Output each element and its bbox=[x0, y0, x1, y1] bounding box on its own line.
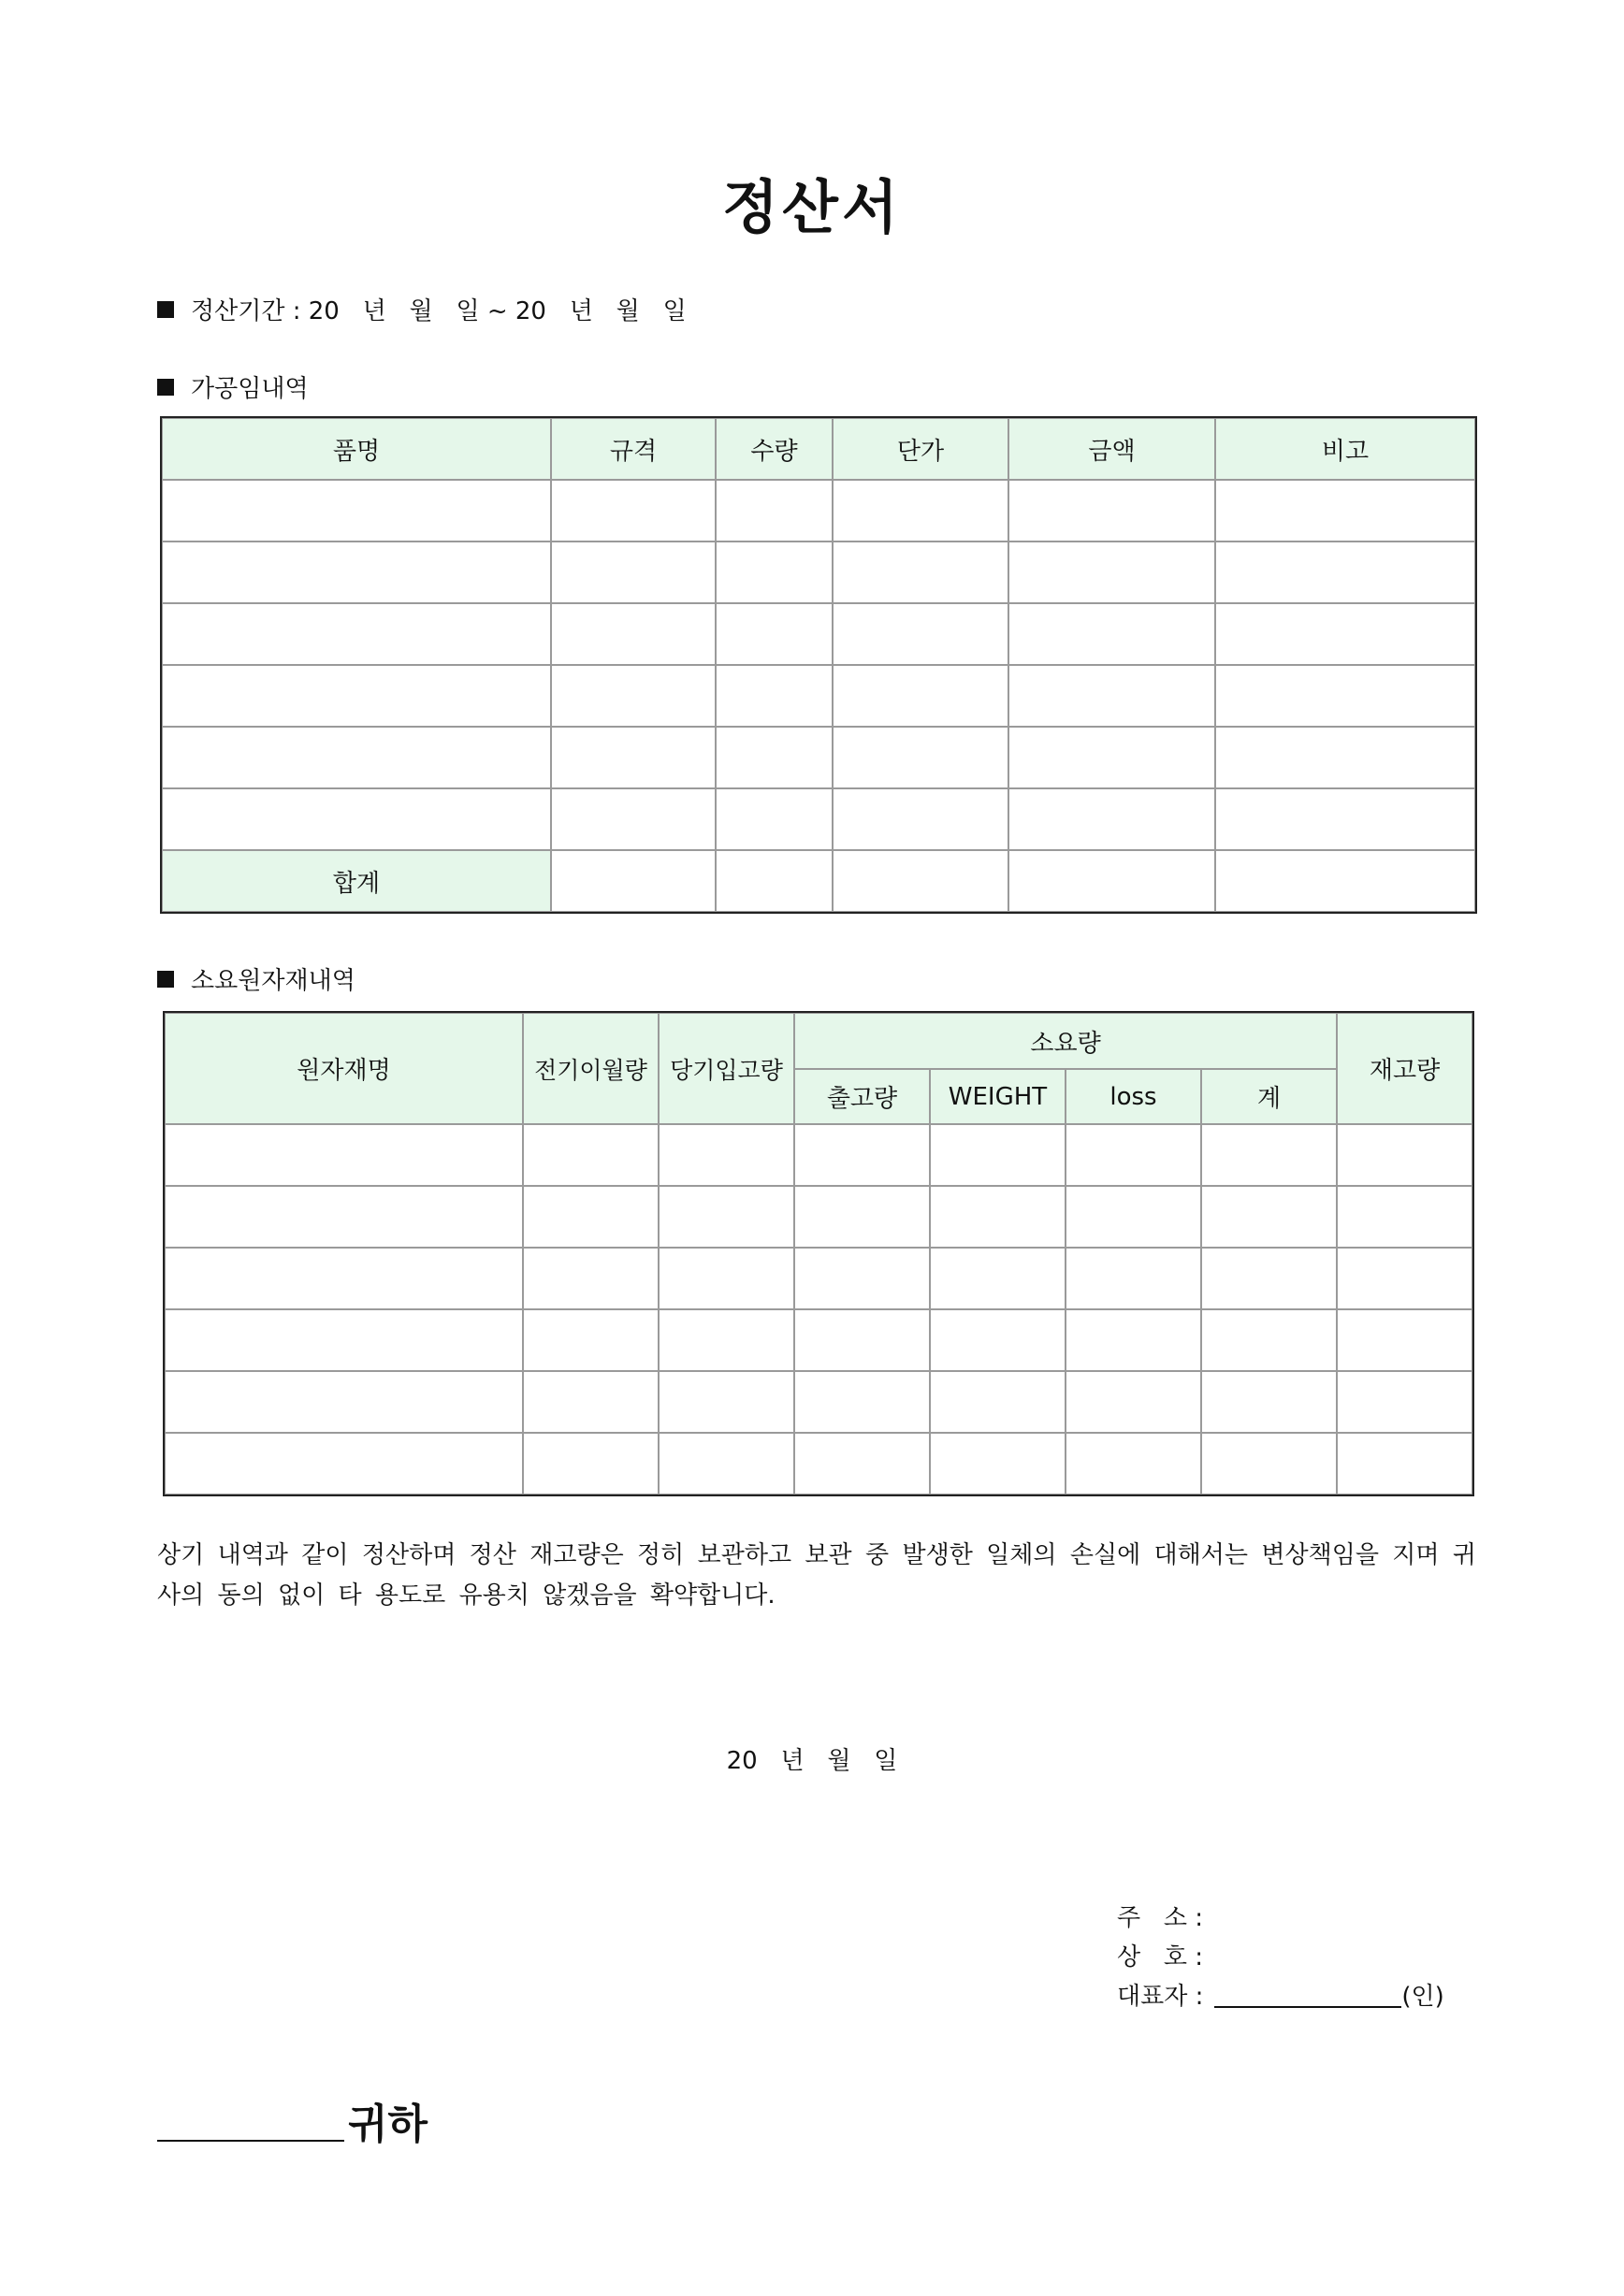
materials-cell[interactable] bbox=[930, 1248, 1066, 1309]
processing-cell[interactable] bbox=[1215, 788, 1475, 850]
materials-row bbox=[165, 1124, 1472, 1186]
materials-cell[interactable] bbox=[165, 1309, 523, 1371]
processing-header-row bbox=[162, 418, 1475, 480]
total-cell[interactable] bbox=[1215, 850, 1475, 912]
processing-cell[interactable] bbox=[833, 788, 1008, 850]
processing-cell[interactable] bbox=[1215, 727, 1475, 788]
addressee-name-field[interactable] bbox=[157, 2102, 344, 2142]
materials-cell[interactable] bbox=[1201, 1371, 1337, 1433]
processing-row bbox=[162, 727, 1475, 788]
processing-row bbox=[162, 542, 1475, 603]
materials-cell[interactable] bbox=[1201, 1309, 1337, 1371]
materials-cell[interactable] bbox=[1337, 1433, 1472, 1495]
materials-cell[interactable] bbox=[165, 1186, 523, 1248]
materials-cell[interactable] bbox=[930, 1433, 1066, 1495]
processing-cell[interactable] bbox=[162, 480, 551, 542]
materials-row bbox=[165, 1433, 1472, 1495]
materials-cell[interactable] bbox=[659, 1124, 794, 1186]
materials-cell[interactable] bbox=[794, 1124, 930, 1186]
processing-cell[interactable] bbox=[551, 665, 716, 727]
document-date: 20 년 월 일 bbox=[726, 1747, 898, 1775]
materials-cell[interactable] bbox=[523, 1124, 659, 1186]
materials-heading-text: 소요원자재내역 bbox=[191, 967, 355, 995]
processing-cell[interactable] bbox=[551, 480, 716, 542]
processing-cell[interactable] bbox=[551, 727, 716, 788]
col-header-carry-over: 전기이월량 bbox=[523, 1013, 659, 1124]
address-label: 주 소 : bbox=[1117, 1904, 1204, 1932]
materials-cell[interactable] bbox=[930, 1371, 1066, 1433]
processing-cell[interactable] bbox=[1008, 788, 1215, 850]
processing-cell[interactable] bbox=[833, 480, 1008, 542]
addressee bbox=[157, 2090, 428, 2150]
processing-cell[interactable] bbox=[162, 788, 551, 850]
col-header-unit-price: 단가 bbox=[833, 418, 1008, 480]
confirmation-statement: 상기 내역과 같이 정산하며 정산 재고량은 정히 보관하고 보관 중 발생한 일체의 손실에 대해서는 변상책임을 지며 귀사의 동의 없이 타 용도로 유용치 않겠음을 확약합니다. bbox=[157, 1541, 1476, 1610]
total-cell[interactable] bbox=[833, 850, 1008, 912]
materials-cell[interactable] bbox=[1337, 1124, 1472, 1186]
processing-cell[interactable] bbox=[162, 727, 551, 788]
materials-table bbox=[164, 1012, 1473, 1495]
company-line bbox=[1117, 1938, 1203, 1972]
processing-cell[interactable] bbox=[716, 788, 833, 850]
col-header-outgoing: 출고량 bbox=[794, 1069, 930, 1124]
materials-cell[interactable] bbox=[659, 1433, 794, 1495]
processing-cell[interactable] bbox=[1008, 542, 1215, 603]
processing-cell[interactable] bbox=[833, 727, 1008, 788]
processing-cell[interactable] bbox=[162, 665, 551, 727]
processing-row bbox=[162, 480, 1475, 542]
processing-cell[interactable] bbox=[716, 665, 833, 727]
processing-row bbox=[162, 788, 1475, 850]
materials-cell[interactable] bbox=[523, 1309, 659, 1371]
period-label: 정산기간 bbox=[191, 297, 285, 325]
processing-heading-text: 가공임내역 bbox=[191, 375, 309, 403]
materials-cell[interactable] bbox=[659, 1186, 794, 1248]
total-cell[interactable] bbox=[716, 850, 833, 912]
processing-cell[interactable] bbox=[1008, 603, 1215, 665]
materials-section-heading bbox=[157, 961, 355, 996]
processing-cell[interactable] bbox=[1008, 480, 1215, 542]
processing-cell[interactable] bbox=[162, 542, 551, 603]
total-cell[interactable] bbox=[551, 850, 716, 912]
materials-cell[interactable] bbox=[1066, 1309, 1201, 1371]
processing-cell[interactable] bbox=[1215, 480, 1475, 542]
materials-cell[interactable] bbox=[1201, 1124, 1337, 1186]
materials-row bbox=[165, 1309, 1472, 1371]
col-header-quantity: 수량 bbox=[716, 418, 833, 480]
materials-cell[interactable] bbox=[1066, 1186, 1201, 1248]
materials-cell[interactable] bbox=[1337, 1248, 1472, 1309]
document-title: 정산서 bbox=[722, 173, 902, 241]
col-header-material-name: 원자재명 bbox=[165, 1013, 523, 1124]
bullet-square-icon bbox=[157, 971, 174, 988]
col-header-amount: 금액 bbox=[1008, 418, 1215, 480]
col-header-item-name: 품명 bbox=[162, 418, 551, 480]
col-header-subtotal: 계 bbox=[1201, 1069, 1337, 1124]
materials-cell[interactable] bbox=[794, 1433, 930, 1495]
col-header-spec: 규격 bbox=[551, 418, 716, 480]
materials-cell[interactable] bbox=[523, 1186, 659, 1248]
materials-cell[interactable] bbox=[659, 1309, 794, 1371]
col-header-stock: 재고량 bbox=[1337, 1013, 1472, 1124]
col-header-weight: WEIGHT bbox=[930, 1069, 1066, 1124]
materials-row bbox=[165, 1186, 1472, 1248]
settlement-period: 정산기간 : 20 년 월 일 ~ 20 년 월 일 bbox=[157, 292, 687, 326]
total-label: 합계 bbox=[162, 850, 551, 912]
materials-header-row-1 bbox=[165, 1013, 1472, 1069]
materials-row bbox=[165, 1248, 1472, 1309]
processing-cell[interactable] bbox=[1215, 665, 1475, 727]
processing-cell[interactable] bbox=[716, 542, 833, 603]
materials-cell[interactable] bbox=[794, 1371, 930, 1433]
materials-cell[interactable] bbox=[165, 1433, 523, 1495]
processing-cell[interactable] bbox=[1215, 542, 1475, 603]
materials-cell[interactable] bbox=[659, 1248, 794, 1309]
processing-cell[interactable] bbox=[1008, 665, 1215, 727]
bullet-square-icon bbox=[157, 379, 174, 396]
materials-cell[interactable] bbox=[794, 1186, 930, 1248]
materials-cell[interactable] bbox=[794, 1309, 930, 1371]
processing-cell[interactable] bbox=[833, 542, 1008, 603]
processing-cell[interactable] bbox=[551, 542, 716, 603]
materials-row bbox=[165, 1371, 1472, 1433]
materials-cell[interactable] bbox=[930, 1309, 1066, 1371]
processing-cell[interactable] bbox=[716, 603, 833, 665]
materials-cell[interactable] bbox=[165, 1124, 523, 1186]
addressee-suffix: 귀하 bbox=[348, 2101, 428, 2148]
materials-cell[interactable] bbox=[930, 1124, 1066, 1186]
processing-cell[interactable] bbox=[833, 603, 1008, 665]
processing-cell[interactable] bbox=[162, 603, 551, 665]
col-header-loss: loss bbox=[1066, 1069, 1201, 1124]
materials-cell[interactable] bbox=[1337, 1186, 1472, 1248]
materials-cell[interactable] bbox=[1337, 1371, 1472, 1433]
processing-cell[interactable] bbox=[551, 788, 716, 850]
materials-cell[interactable] bbox=[165, 1248, 523, 1309]
materials-cell[interactable] bbox=[659, 1371, 794, 1433]
processing-table bbox=[161, 417, 1476, 913]
processing-total-row bbox=[162, 850, 1475, 912]
materials-cell[interactable] bbox=[794, 1248, 930, 1309]
representative-signature-field[interactable] bbox=[1214, 1982, 1401, 2008]
materials-cell[interactable] bbox=[930, 1186, 1066, 1248]
col-header-consumption: 소요량 bbox=[794, 1013, 1337, 1069]
processing-cell[interactable] bbox=[716, 727, 833, 788]
bullet-square-icon bbox=[157, 301, 174, 318]
processing-row bbox=[162, 665, 1475, 727]
processing-cell[interactable] bbox=[716, 480, 833, 542]
representative-label: 대표자 : bbox=[1117, 1983, 1204, 2011]
materials-cell[interactable] bbox=[523, 1371, 659, 1433]
col-header-incoming: 당기입고량 bbox=[659, 1013, 794, 1124]
company-label: 상 호 : bbox=[1117, 1943, 1204, 1971]
materials-cell[interactable] bbox=[1066, 1371, 1201, 1433]
processing-cell[interactable] bbox=[833, 665, 1008, 727]
materials-cell[interactable] bbox=[1066, 1248, 1201, 1309]
materials-cell[interactable] bbox=[1201, 1248, 1337, 1309]
address-line bbox=[1117, 1899, 1203, 1933]
materials-cell[interactable] bbox=[1066, 1433, 1201, 1495]
materials-cell[interactable] bbox=[1201, 1186, 1337, 1248]
materials-cell[interactable] bbox=[523, 1248, 659, 1309]
col-header-remarks: 비고 bbox=[1215, 418, 1475, 480]
processing-cell[interactable] bbox=[1215, 603, 1475, 665]
processing-row bbox=[162, 603, 1475, 665]
processing-cell[interactable] bbox=[1008, 727, 1215, 788]
materials-cell[interactable] bbox=[1066, 1124, 1201, 1186]
seal-label: (인) bbox=[1401, 1983, 1444, 2011]
materials-cell[interactable] bbox=[523, 1433, 659, 1495]
materials-cell[interactable] bbox=[165, 1371, 523, 1433]
processing-cell[interactable] bbox=[551, 603, 716, 665]
materials-cell[interactable] bbox=[1337, 1309, 1472, 1371]
materials-cell[interactable] bbox=[1201, 1433, 1337, 1495]
period-text: 20 년 월 일 ~ 20 년 월 일 bbox=[308, 297, 687, 325]
representative-line bbox=[1117, 1977, 1444, 2012]
total-cell[interactable] bbox=[1008, 850, 1215, 912]
processing-section-heading bbox=[157, 369, 309, 404]
